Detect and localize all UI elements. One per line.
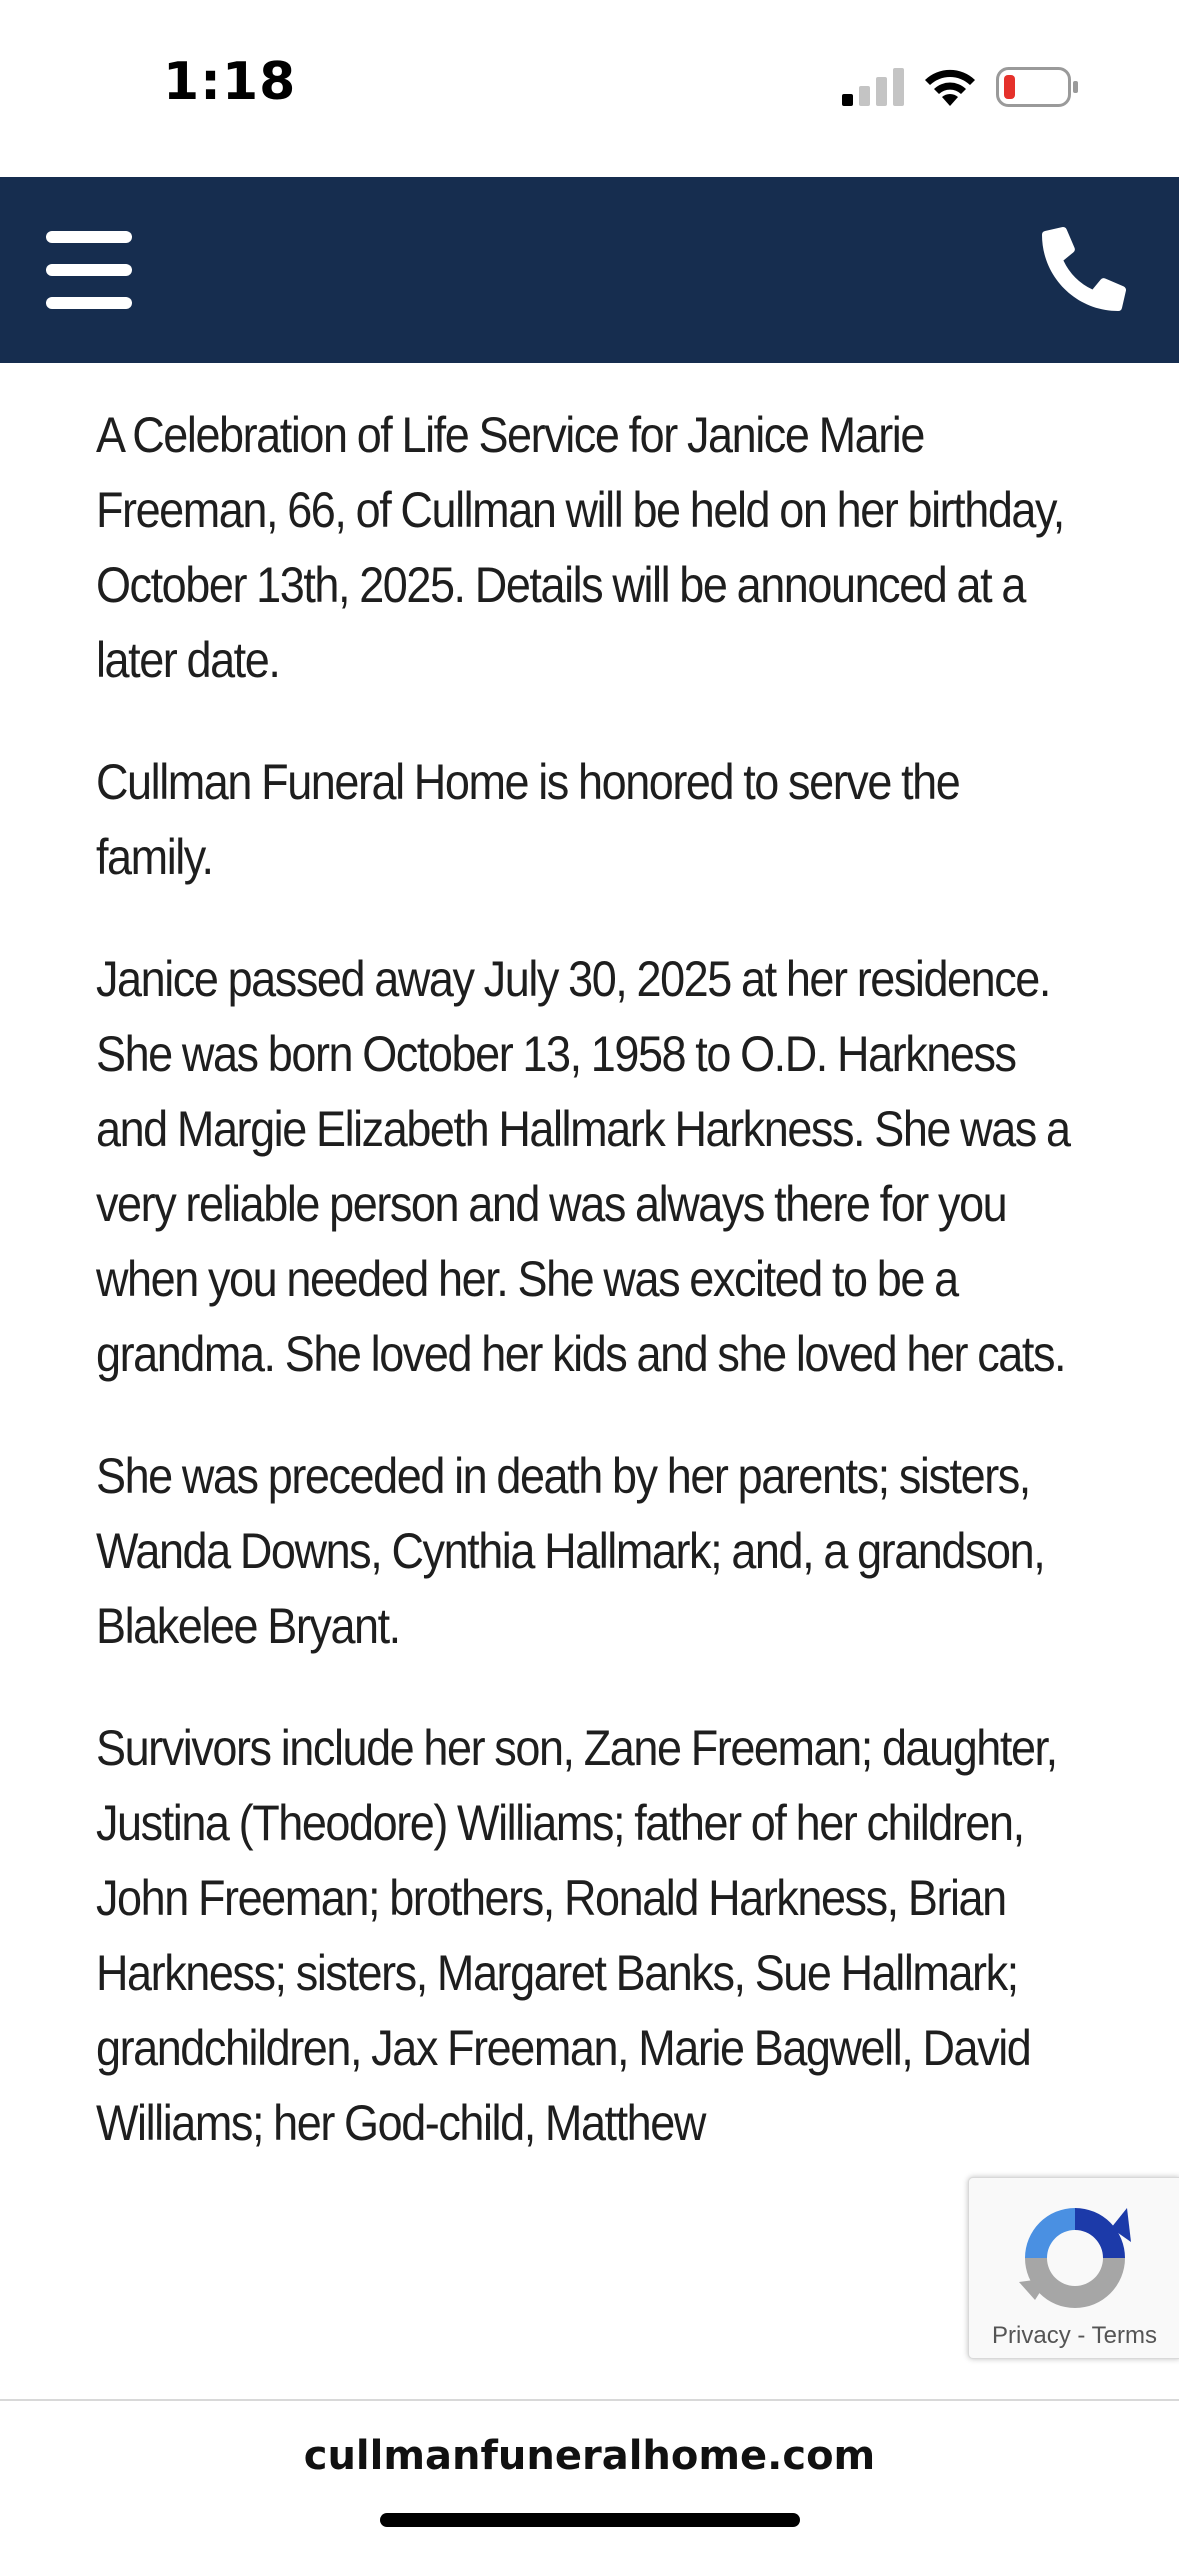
site-header [0, 177, 1179, 363]
home-indicator[interactable] [380, 2513, 800, 2527]
wifi-icon [922, 64, 978, 108]
obituary-paragraph-honored: Cullman Funeral Home is honored to serve the family. [96, 754, 960, 885]
menu-icon[interactable] [46, 231, 132, 309]
battery-low-icon [996, 66, 1080, 108]
url-text[interactable]: cullmanfuneralhome.com [303, 2433, 876, 2479]
status-time: 1:18 [163, 52, 297, 112]
status-bar [0, 0, 1179, 177]
recaptcha-privacy-terms-link[interactable]: Privacy - Terms [992, 2322, 1157, 2349]
obituary-paragraph-service: A Celebration of Life Service for Janice Marie Freeman, 66, of Cullman will be held on her birthday, October 13th, 2025. Details will be announced at a later date. [96, 407, 1064, 688]
obituary-paragraph-preceded: She was preceded in death by her parents; sisters, Wanda Downs, Cynthia Hallmark; and, a grandson, Blakelee Bryant. [96, 1448, 1045, 1654]
obituary-paragraph-biography: Janice passed away July 30, 2025 at her residence. She was born October 13, 1958 to O.D. Harkness and Margie Elizabeth Hallmark Harkness. She was a very reliable person and was always there for you when you needed her. She was excited to be a grandma. She loved her kids and she loved her cats. [96, 951, 1070, 1382]
obituary-text [96, 398, 1070, 2208]
recaptcha-logo-icon [1015, 2198, 1135, 2318]
recaptcha-badge[interactable] [968, 2177, 1179, 2359]
cellular-signal-icon [842, 66, 904, 106]
phone-icon[interactable] [1042, 221, 1126, 317]
obituary-paragraph-survivors: Survivors include her son, Zane Freeman; daughter, Justina (Theodore) Williams; father of her children, John Freeman; brothers, Ronald Harkness, Brian Harkness; sisters, Margaret Banks, Sue Hallmark; grandchildren, Jax Freeman, Marie Bagwell, David Williams; her God-child, Matthew [96, 1720, 1057, 2151]
browser-url-bar[interactable] [0, 2399, 1179, 2556]
